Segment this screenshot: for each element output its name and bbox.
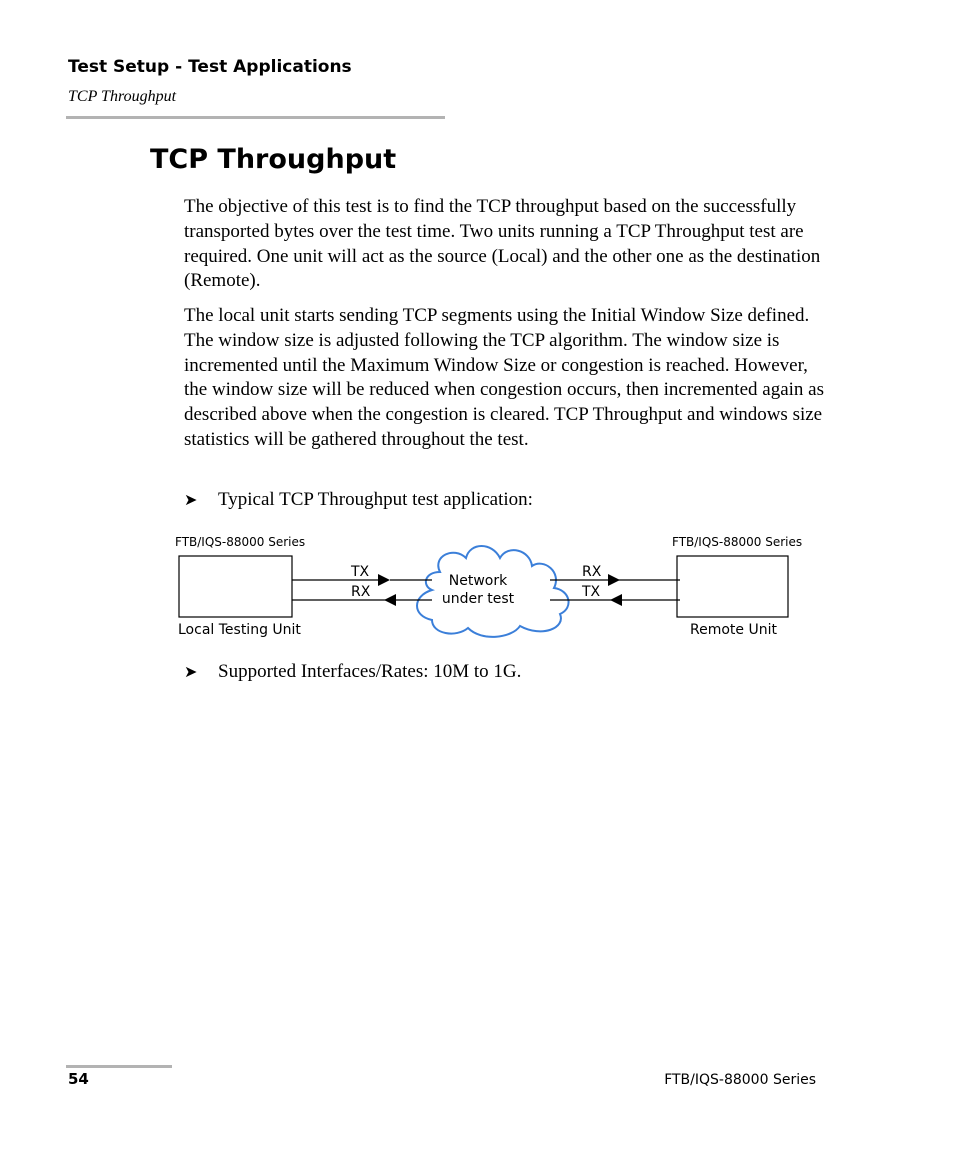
- running-header-section: Test Setup - Test Applications: [68, 57, 352, 77]
- local-unit-box: [179, 556, 292, 617]
- cloud-label-line1: Network: [448, 573, 508, 589]
- left-rx-arrowhead: [384, 594, 396, 606]
- bullet-text: Supported Interfaces/Rates: 10M to 1G.: [218, 661, 522, 682]
- header-rule: [66, 116, 445, 119]
- page-number: 54: [68, 1070, 89, 1088]
- remote-unit-box: [677, 556, 788, 617]
- right-rx-arrowhead: [608, 574, 620, 586]
- bullet-arrow-icon: ➤: [184, 662, 198, 681]
- right-tx-arrowhead: [610, 594, 622, 606]
- bullet-text: Typical TCP Throughput test application:: [218, 489, 533, 510]
- remote-unit-label: Remote Unit: [690, 622, 777, 638]
- left-series-label: FTB/IQS-88000 Series: [175, 535, 306, 549]
- paragraph-description: The local unit starts sending TCP segments using the Initial Window Size defined. The window size is adjusted following the TCP algorithm. The window size is incremented until the Maximum Window Size or congestion is reached. However, the window size will be reduced when congestion occurs, then incremented again as described above when the congestion is cleared. TCP Throughput and windows size statistics will be gathered throughout the test.: [184, 305, 824, 450]
- right-rx-label: RX: [582, 564, 602, 580]
- right-series-label: FTB/IQS-88000 Series: [672, 535, 803, 549]
- local-unit-label: Local Testing Unit: [178, 622, 301, 638]
- left-tx-arrowhead: [378, 574, 390, 586]
- footer-rule: [66, 1065, 172, 1068]
- right-tx-label: TX: [582, 584, 601, 600]
- tcp-throughput-diagram: [170, 528, 810, 648]
- page-title: TCP Throughput: [150, 144, 397, 175]
- cloud-label-line2: under test: [441, 591, 515, 607]
- paragraph-objective: The objective of this test is to find the TCP throughput based on the successfully transported bytes over the test time. Two units running a TCP Throughput test are required. One unit will act as the source (Local) and the other one as the destination (Remote).: [184, 196, 821, 292]
- footer-series: FTB/IQS-88000 Series: [664, 1072, 816, 1088]
- bullet-arrow-icon: ➤: [184, 490, 198, 509]
- left-tx-label: TX: [351, 564, 370, 580]
- bullet-typical-application: [184, 488, 533, 512]
- left-rx-label: RX: [351, 584, 371, 600]
- running-header-subsection: TCP Throughput: [68, 88, 177, 105]
- bullet-supported-rates: [184, 660, 521, 684]
